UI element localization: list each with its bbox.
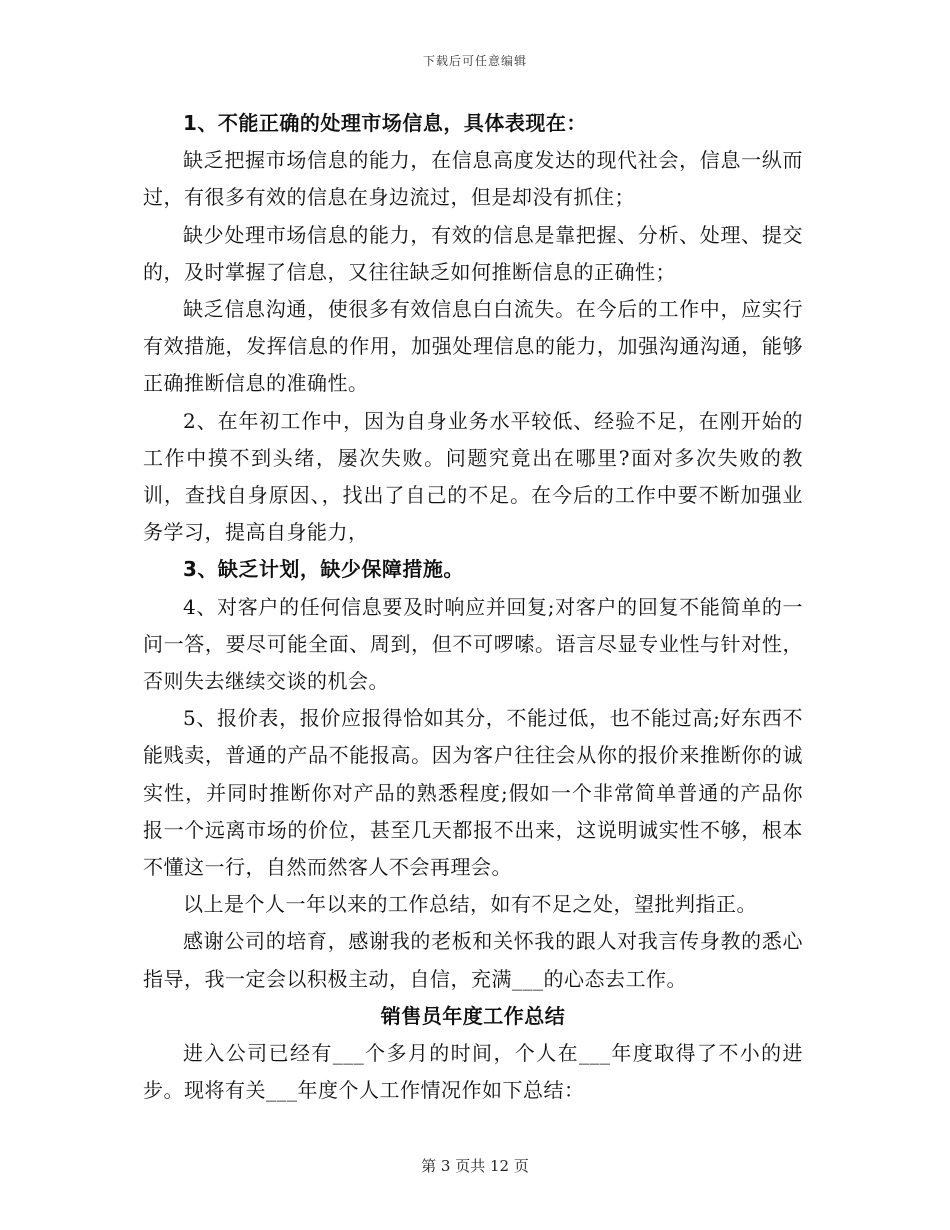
paragraph-9: 以上是个人一年以来的工作总结，如有不足之处，望批判指正。 [183, 892, 757, 917]
paragraph-5: 2、在年初工作中，因为自身业务水平较低、经验不足，在刚开始的工作中摸不到头绪，屡次失败。问题究竟出在哪里?面对多次失败的教训，查找自身原因、，找出了自己的不足。在今后的工作中要不断加强业务学习，提高自身能力， [143, 408, 803, 545]
paragraph-8: 5、报价表，报价应报得恰如其分，不能过低，也不能过高;好东西不能贱卖，普通的产品不能报高。因为客户往往会从你的报价来推断你的诚实性，并同时推断你对产品的熟悉程度;假如一个非常简单普通的产品你报一个远离市场的价位，甚至几天都报不出来，这说明诚实性不够，根本不懂这一行，自然而然客人不会再理会。 [143, 706, 803, 880]
paragraph-6: 3、缺乏计划，缺少保障措施。 [183, 557, 464, 582]
paragraph-4: 缺乏信息沟通，使很多有效信息白白流失。在今后的工作中，应实行有效措施，发挥信息的作用，加强处理信息的能力，加强沟通沟通，能够正确推断信息的准确性。 [143, 297, 803, 396]
section-title: 销售员年度工作总结 [380, 1003, 566, 1028]
document-body [143, 105, 803, 1109]
paragraph-1: 1、不能正确的处理市场信息，具体表现在： [183, 111, 587, 135]
header-note: 下载后可任意编辑 [422, 54, 527, 68]
paragraph-7: 4、对客户的任何信息要及时响应并回复;对客户的回复不能简单的一问一答，要尽可能全面、周到，但不可啰嗦。语言尽显专业性与针对性，否则失去继续交谈的机会。 [143, 594, 803, 694]
section-paragraph-1: 进入公司已经有___个多月的时间，个人在___年度取得了不小的进步。现将有关___年度个人工作情况作如下总结： [143, 1041, 803, 1103]
paragraph-10: 感谢公司的培育，感谢我的老板和关怀我的跟人对我言传身教的悉心指导，我一定会以积极主动，自信，充满___的心态去工作。 [143, 929, 803, 991]
paragraph-2: 缺乏把握市场信息的能力，在信息高度发达的现代社会，信息一纵而过，有很多有效的信息在身边流过，但是却没有抓住； [143, 148, 803, 210]
paragraph-3: 缺少处理市场信息的能力，有效的信息是靠把握、分析、处理、提交的，及时掌握了信息，又往往缺乏如何推断信息的正确性； [143, 222, 803, 284]
page-number: 第 3 页共 12 页 [421, 1157, 529, 1175]
